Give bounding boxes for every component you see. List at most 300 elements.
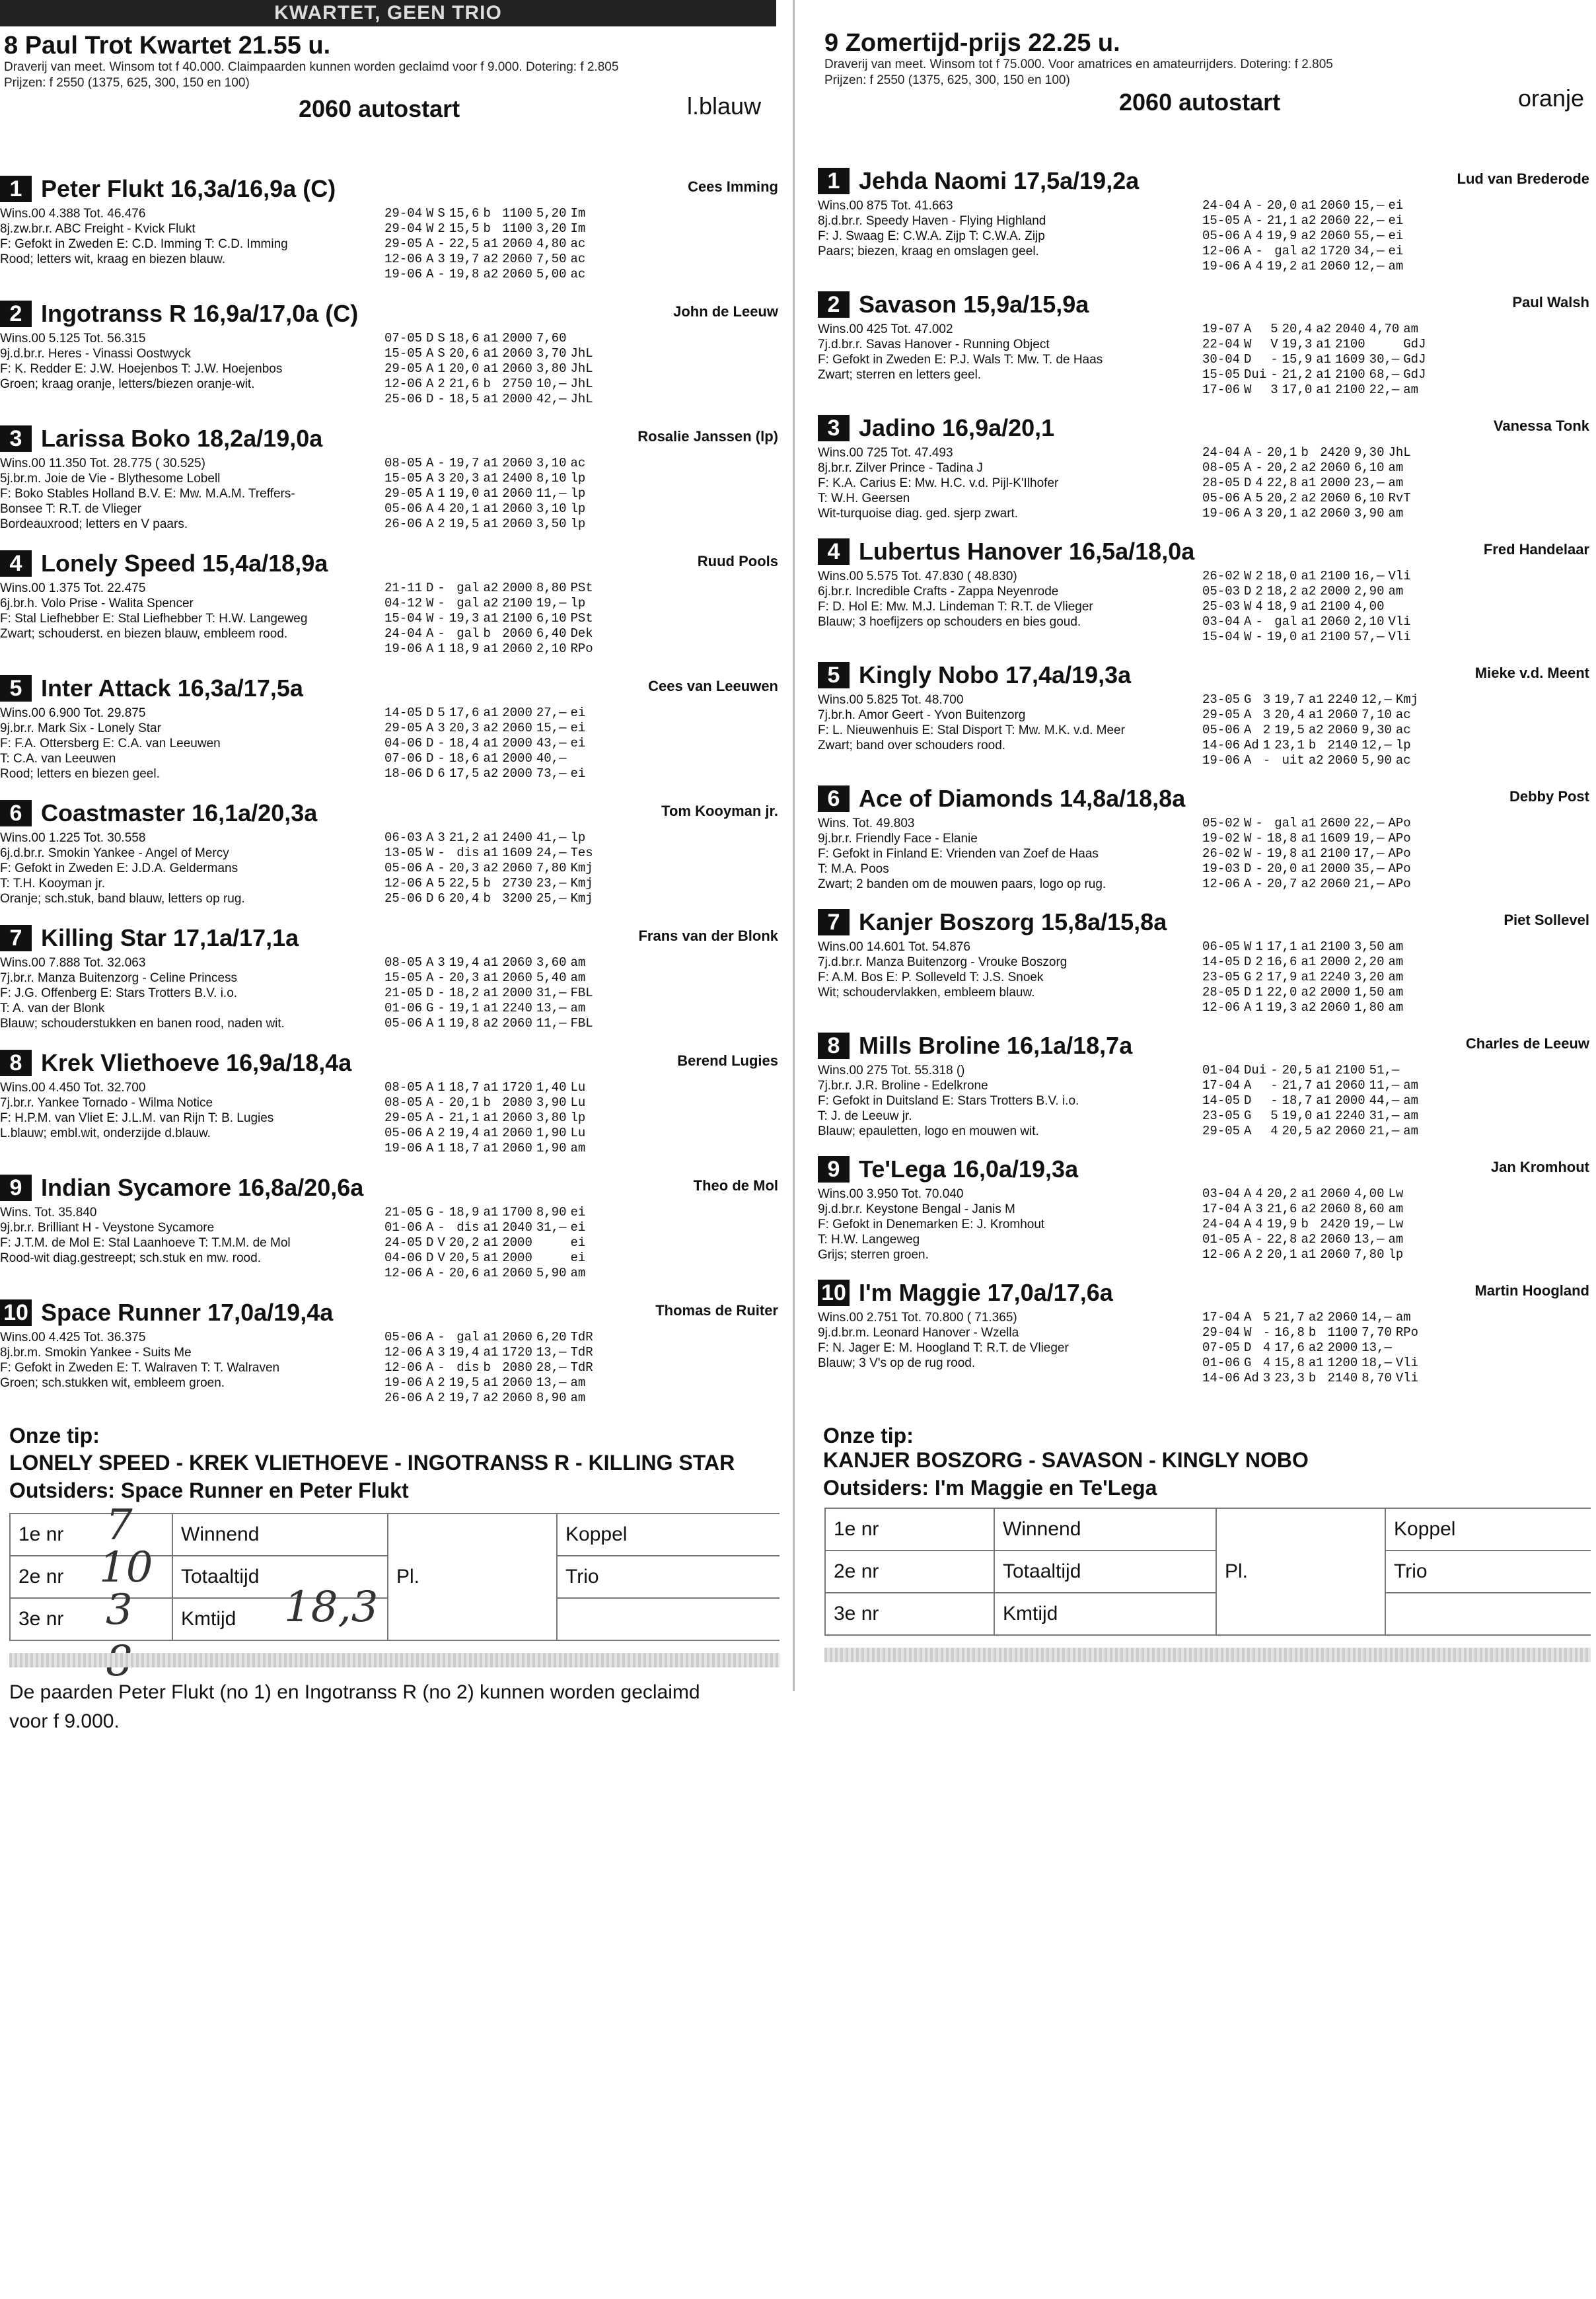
- result-cell: -: [437, 1001, 445, 1015]
- result-cell: 2060: [502, 1266, 532, 1280]
- result-cell: 20,1: [1266, 445, 1297, 460]
- result-cell: 2,20: [1354, 955, 1385, 969]
- result-cell: JhL: [570, 361, 593, 376]
- result-cell: 5,40: [536, 970, 567, 985]
- result-cell: W: [1244, 939, 1252, 954]
- result-cell: 17,6: [449, 706, 480, 720]
- grid-second: 2e nr: [10, 1556, 172, 1598]
- horse-name: Jehda Naomi 17,5a/19,2a: [859, 167, 1140, 194]
- result-cell: 21,6: [449, 377, 480, 391]
- result-cell: W: [1244, 831, 1252, 846]
- horse-info-line: 6j.d.br.r. Smokin Yankee - Angel of Mercy: [0, 846, 229, 860]
- result-cell: A: [426, 876, 434, 891]
- horse-name: Ingotranss R 16,9a/17,0a (C): [41, 300, 359, 327]
- result-cell: gal: [456, 581, 480, 595]
- result-cell: a1: [483, 830, 499, 845]
- result-cell: a2: [1316, 1124, 1332, 1138]
- result-cell: 1720: [1320, 244, 1350, 258]
- horse-results-table: [384, 206, 589, 282]
- result-row: [384, 751, 589, 766]
- result-cell: 31,—: [536, 986, 567, 1000]
- result-cell: 6,10: [1354, 460, 1385, 475]
- grid-winnend: Winnend: [994, 1508, 1216, 1551]
- grid-winnend: Winnend: [172, 1514, 388, 1556]
- result-cell: -: [437, 456, 445, 470]
- result-cell: FBL: [570, 986, 593, 1000]
- result-cell: A: [1244, 614, 1252, 629]
- horse-info-line: Wins.00 6.900 Tot. 29.875: [0, 706, 146, 720]
- horse-info-line: Wins.00 4.425 Tot. 36.375: [0, 1331, 146, 1344]
- result-row: [384, 1016, 597, 1031]
- result-cell: 29-05: [1202, 1124, 1241, 1138]
- result-cell: TdR: [570, 1360, 593, 1375]
- result-cell: 2400: [502, 471, 532, 486]
- result-cell: -: [1255, 445, 1263, 460]
- result-cell: 5: [1255, 491, 1263, 505]
- result-cell: 1,80: [1354, 1000, 1385, 1015]
- result-row: [1202, 1325, 1422, 1340]
- horse-results-table: [1202, 816, 1415, 892]
- horse-results-table: [384, 830, 597, 906]
- result-cell: a1: [483, 1266, 499, 1280]
- result-cell: 19,9: [1266, 1217, 1297, 1231]
- result-row: [384, 377, 597, 392]
- horse-number-badge: 8: [818, 1033, 850, 1059]
- result-cell: 51,—: [1369, 1063, 1400, 1077]
- result-cell: W: [1244, 630, 1252, 644]
- result-cell: a2: [1301, 229, 1317, 243]
- result-cell: 13,—: [1361, 1340, 1392, 1355]
- result-cell: 2100: [1335, 1063, 1365, 1077]
- result-cell: a2: [483, 861, 499, 875]
- result-cell: 2240: [1320, 970, 1350, 984]
- grid-first: 1e nr: [825, 1508, 994, 1551]
- horse-number-badge: 7: [0, 925, 32, 951]
- result-row: [1202, 599, 1415, 614]
- result-cell: 17,0: [1282, 383, 1313, 397]
- result-cell: 3: [437, 721, 445, 735]
- result-cell: W: [1244, 337, 1252, 351]
- result-cell: 2060: [502, 641, 532, 656]
- horse-results-table: [1202, 1310, 1422, 1386]
- result-cell: a1: [1301, 259, 1317, 274]
- result-cell: 17,9: [1266, 970, 1297, 984]
- horse-info: [0, 1205, 377, 1266]
- result-cell: JhL: [570, 346, 593, 361]
- horse-info: [818, 1310, 1194, 1371]
- horse-info-line: Groen; kraag oranje, letters/biezen oranje-wit.: [0, 377, 255, 391]
- result-cell: am: [1388, 584, 1404, 599]
- result-cell: V: [437, 1251, 445, 1265]
- result-cell: RvT: [1388, 491, 1411, 505]
- result-row: [384, 267, 589, 282]
- horse-number-badge: 1: [818, 168, 850, 194]
- result-cell: am: [1403, 1093, 1419, 1108]
- result-cell: a1: [1301, 599, 1317, 614]
- result-row: [384, 237, 589, 252]
- result-cell: a2: [1308, 753, 1324, 768]
- result-row: [384, 721, 589, 736]
- result-cell: A: [426, 626, 434, 641]
- result-cell: 19-06: [384, 641, 423, 656]
- result-cell: 31,—: [1369, 1109, 1400, 1123]
- result-cell: 4,70: [1369, 322, 1400, 336]
- result-cell: 15-05: [384, 346, 423, 361]
- result-cell: 1: [437, 1016, 445, 1031]
- result-row: [384, 1375, 597, 1391]
- horse-name: I'm Maggie 17,0a/17,6a: [859, 1279, 1113, 1306]
- result-cell: D: [426, 891, 434, 906]
- horse-info-line: F: Gefokt in Zweden E: T. Walraven T: T. Walraven: [0, 1361, 280, 1375]
- result-cell: -: [437, 1205, 445, 1220]
- result-cell: 21-05: [384, 986, 423, 1000]
- result-cell: W: [1244, 569, 1252, 583]
- result-cell: 29-04: [384, 206, 423, 221]
- horse-info-line: 8j.d.br.r. Speedy Haven - Flying Highland: [818, 214, 1046, 228]
- result-cell: 21-05: [384, 1205, 423, 1220]
- result-cell: b: [1301, 445, 1309, 460]
- result-cell: 21,1: [449, 1111, 480, 1125]
- result-row: [1202, 723, 1422, 738]
- result-cell: 19-06: [384, 1375, 423, 1390]
- result-cell: A: [426, 456, 434, 470]
- result-cell: Lw: [1388, 1217, 1404, 1231]
- horse-info-line: Zwart; schouderst. en biezen blauw, embleem rood.: [0, 627, 288, 641]
- result-cell: 4: [437, 501, 445, 516]
- result-cell: APo: [1388, 846, 1411, 861]
- result-cell: a1: [483, 611, 499, 626]
- result-cell: 18,0: [1266, 569, 1297, 583]
- result-cell: -: [1270, 1078, 1278, 1093]
- result-cell: A: [1244, 213, 1252, 228]
- result-row: [1202, 337, 1430, 352]
- result-cell: -: [1255, 846, 1263, 861]
- result-cell: a1: [483, 1126, 499, 1140]
- tip-line: LONELY SPEED - KREK VLIETHOEVE - INGOTRANSS R - KILLING STAR: [9, 1451, 735, 1475]
- result-row: [384, 626, 597, 641]
- result-cell: 2: [437, 221, 445, 236]
- result-cell: D: [1244, 352, 1252, 367]
- horse-results-table: [1202, 322, 1430, 398]
- result-cell: A: [426, 1360, 434, 1375]
- outsiders-line: Outsiders: Space Runner en Peter Flukt: [9, 1478, 409, 1502]
- horse-header: [0, 674, 303, 703]
- horse-info-line: 5j.br.m. Joie de Vie - Blythesome Lobell: [0, 472, 221, 486]
- result-cell: gal: [456, 626, 480, 641]
- result-cell: 01-06: [384, 1220, 423, 1235]
- result-cell: 15,9: [1282, 352, 1313, 367]
- result-cell: a2: [1301, 1000, 1317, 1015]
- result-cell: 16,—: [1354, 569, 1385, 583]
- result-cell: 08-05: [384, 1095, 423, 1110]
- result-cell: -: [1270, 367, 1278, 382]
- result-cell: a1: [1301, 1186, 1317, 1201]
- result-cell: 20,1: [1266, 1247, 1297, 1262]
- result-cell: 16,6: [1266, 955, 1297, 969]
- horse-info-line: Wins.00 5.825 Tot. 48.700: [818, 693, 964, 707]
- result-cell: 1720: [502, 1345, 532, 1360]
- result-row: [1202, 569, 1415, 584]
- horse-info-line: 7j.br.r. Yankee Tornado - Wilma Notice: [0, 1096, 213, 1110]
- bet-grid: [824, 1508, 1591, 1636]
- result-cell: 21,6: [1266, 1202, 1297, 1216]
- result-row: [1202, 1356, 1422, 1371]
- result-cell: 25-03: [1202, 599, 1241, 614]
- result-cell: ac: [570, 267, 586, 281]
- horse-name: Lonely Speed 15,4a/18,9a: [41, 550, 328, 577]
- result-cell: 13,—: [536, 1345, 567, 1360]
- result-row: [1202, 198, 1407, 213]
- result-cell: 4: [1255, 599, 1263, 614]
- horse-name: Kingly Nobo 17,4a/19,3a: [859, 661, 1132, 688]
- result-cell: 4: [1255, 229, 1263, 243]
- result-cell: 2060: [1320, 491, 1350, 505]
- result-cell: 5: [1270, 1109, 1278, 1123]
- result-cell: 2000: [502, 751, 532, 766]
- result-cell: W: [426, 846, 434, 860]
- horse-info: [818, 445, 1194, 521]
- result-cell: 2600: [1320, 816, 1350, 830]
- result-cell: A: [1244, 1000, 1252, 1015]
- result-cell: a2: [1308, 1340, 1324, 1355]
- result-cell: 05-06: [1202, 723, 1241, 737]
- grid-kmtijd: Kmtijd: [172, 1598, 388, 1640]
- result-cell: A: [1244, 506, 1252, 521]
- horse-info-line: 9j.d.br.r. Keystone Bengal - Janis M: [818, 1202, 1015, 1216]
- result-cell: A: [426, 267, 434, 281]
- result-cell: 20,2: [1266, 1186, 1297, 1201]
- result-cell: ac: [1395, 708, 1411, 722]
- result-cell: Dek: [570, 626, 593, 641]
- result-cell: 20,7: [1266, 877, 1297, 891]
- grid-third: 3e nr: [10, 1598, 172, 1640]
- horse-info: [818, 939, 1194, 1000]
- result-cell: 6,20: [536, 1330, 567, 1344]
- result-cell: 2100: [1320, 939, 1350, 954]
- result-cell: -: [437, 392, 445, 406]
- result-cell: [536, 1251, 571, 1266]
- result-cell: 19,3: [1282, 337, 1313, 351]
- horse-driver: Mieke v.d. Meent: [1474, 665, 1589, 681]
- horse-number-badge: 9: [818, 1156, 850, 1183]
- result-cell: -: [1262, 1325, 1271, 1340]
- result-cell: 73,—: [536, 766, 567, 781]
- result-cell: 11,—: [536, 486, 567, 501]
- horse-info-line: Wins.00 5.125 Tot. 56.315: [0, 332, 146, 346]
- result-cell: ac: [570, 456, 586, 470]
- horse-info-line: F: N. Jager E: M. Hoogland T: R.T. de Vlieger: [818, 1341, 1069, 1355]
- result-cell: b: [1308, 1325, 1317, 1340]
- result-cell: a2: [1301, 506, 1317, 521]
- result-row: [1202, 1202, 1407, 1217]
- result-cell: 2080: [502, 1095, 532, 1110]
- result-cell: 2060: [502, 456, 532, 470]
- horse-results-table: [384, 1205, 589, 1281]
- result-cell: 11,—: [536, 1016, 567, 1031]
- result-cell: a2: [483, 1391, 499, 1405]
- horse-driver: Cees Imming: [688, 178, 778, 195]
- result-cell: A: [1244, 198, 1252, 213]
- result-cell: 2060: [1327, 708, 1358, 722]
- horse-results-table: [384, 1080, 589, 1156]
- result-cell: 2100: [1335, 337, 1365, 351]
- horse-name: Coastmaster 16,1a/20,3a: [41, 799, 318, 826]
- result-cell: 18,2: [1266, 584, 1297, 599]
- result-cell: -: [437, 970, 445, 985]
- result-cell: 14-05: [1202, 1093, 1241, 1108]
- result-cell: a1: [483, 751, 499, 766]
- grid-empty: [1385, 1593, 1591, 1635]
- result-cell: 20,6: [449, 346, 480, 361]
- result-cell: -: [1255, 816, 1263, 830]
- result-cell: a2: [1308, 723, 1324, 737]
- result-cell: 06-03: [384, 830, 423, 845]
- result-cell: W: [426, 596, 434, 610]
- handwritten-first: 7: [106, 1501, 133, 1550]
- horse-name: Te'Lega 16,0a/19,3a: [859, 1155, 1079, 1183]
- result-cell: D: [1244, 955, 1252, 969]
- result-cell: 18,6: [449, 751, 480, 766]
- horse-number-badge: 4: [0, 550, 32, 577]
- result-cell: 1: [1262, 738, 1271, 752]
- result-cell: 29-05: [384, 237, 423, 251]
- handwritten-kmtijd: 18,3: [284, 1583, 379, 1632]
- result-cell: 24-04: [1202, 445, 1241, 460]
- result-cell: 07-05: [384, 331, 423, 346]
- result-cell: dis: [456, 1220, 480, 1235]
- result-cell: A: [426, 721, 434, 735]
- horse-driver: Frans van der Blonk: [638, 928, 778, 944]
- result-cell: a1: [483, 331, 499, 346]
- result-cell: G: [426, 1001, 434, 1015]
- result-cell: lp: [570, 471, 586, 486]
- result-cell: 2: [1255, 1247, 1263, 1262]
- result-cell: 18,2: [449, 986, 480, 1000]
- result-cell: 2100: [1320, 630, 1350, 644]
- result-cell: A: [426, 1016, 434, 1031]
- result-cell: 2060: [502, 517, 532, 531]
- race-prizes: Prijzen: f 2550 (1375, 625, 300, 150 en 100): [4, 76, 250, 90]
- result-cell: a1: [483, 1251, 499, 1265]
- horse-header: [0, 799, 317, 828]
- horse-info: [818, 1063, 1194, 1139]
- result-cell: 2060: [502, 501, 532, 516]
- result-cell: a1: [1316, 367, 1332, 382]
- result-cell: W: [1244, 846, 1252, 861]
- horse-info: [0, 1330, 377, 1391]
- result-cell: 22,0: [1266, 985, 1297, 1000]
- result-cell: ei: [570, 1220, 586, 1235]
- horse-number-badge: 3: [818, 415, 850, 441]
- result-cell: a2: [1301, 460, 1317, 475]
- result-cell: 5: [437, 876, 445, 891]
- result-row: [1202, 352, 1430, 367]
- result-cell: 3: [1262, 708, 1271, 722]
- result-row: [384, 641, 597, 657]
- result-cell: 2000: [502, 706, 532, 720]
- result-cell: a1: [483, 736, 499, 750]
- horse-results-table: [1202, 445, 1415, 521]
- result-cell: 19,5: [449, 517, 480, 531]
- result-cell: A: [426, 1220, 434, 1235]
- horse-info-line: 6j.br.h. Volo Prise - Walita Spencer: [0, 597, 194, 610]
- result-cell: 19,0: [449, 486, 480, 501]
- result-cell: gal: [456, 596, 480, 610]
- result-cell: 20,4: [1274, 708, 1305, 722]
- result-cell: -: [437, 626, 445, 641]
- result-cell: a1: [1301, 846, 1317, 861]
- result-cell: 15,8: [1274, 1356, 1305, 1370]
- result-cell: 17-06: [1202, 383, 1241, 397]
- horse-name: Indian Sycamore 16,8a/20,6a: [41, 1174, 364, 1201]
- result-cell: am: [1388, 460, 1404, 475]
- result-cell: 16,8: [1274, 1325, 1305, 1340]
- result-cell: D: [426, 751, 434, 766]
- result-cell: a1: [1301, 630, 1317, 644]
- result-row: [1202, 1093, 1422, 1109]
- result-cell: GdJ: [1403, 352, 1426, 367]
- result-cell: a1: [1316, 352, 1332, 367]
- result-cell: 2060: [502, 1141, 532, 1155]
- result-cell: dis: [456, 1360, 480, 1375]
- result-row: [384, 1141, 589, 1156]
- result-cell: 2060: [502, 1126, 532, 1140]
- horse-results-table: [384, 581, 597, 657]
- result-cell: -: [1255, 861, 1263, 876]
- result-cell: D: [1244, 584, 1252, 599]
- result-cell: Lw: [1388, 1186, 1404, 1201]
- result-cell: 2000: [502, 736, 532, 750]
- result-cell: lp: [570, 830, 586, 845]
- result-cell: W: [1244, 599, 1252, 614]
- result-cell: -: [437, 986, 445, 1000]
- result-cell: 20,3: [449, 471, 480, 486]
- horse-info-line: Oranje; sch.stuk, band blauw, letters op rug.: [0, 892, 245, 906]
- result-cell: A: [1244, 877, 1252, 891]
- result-cell: A: [1244, 259, 1252, 274]
- horse-name: Lubertus Hanover 16,5a/18,0a: [859, 538, 1195, 565]
- horse-info-line: F: Gefokt in Zweden E: P.J. Wals T: Mw. T. de Haas: [818, 353, 1103, 367]
- horse-number-badge: 8: [0, 1050, 32, 1076]
- result-cell: a2: [483, 596, 499, 610]
- result-cell: 18,8: [1266, 831, 1297, 846]
- result-cell: A: [1244, 1232, 1252, 1247]
- result-cell: 01-06: [1202, 1356, 1241, 1370]
- result-row: [1202, 1109, 1422, 1124]
- result-cell: V: [1270, 337, 1278, 351]
- result-cell: -: [437, 861, 445, 875]
- result-cell: G: [1244, 1109, 1252, 1123]
- horse-info: [0, 706, 377, 782]
- horse-driver: Charles de Leeuw: [1465, 1035, 1589, 1052]
- result-row: [384, 346, 597, 361]
- horse-info: [818, 569, 1194, 630]
- result-cell: 1100: [1327, 1325, 1358, 1340]
- result-row: [384, 830, 597, 846]
- result-cell: 2: [1255, 955, 1263, 969]
- horse-driver: Jan Kromhout: [1490, 1159, 1589, 1175]
- result-cell: 22,—: [1354, 213, 1385, 228]
- result-cell: 2,90: [1354, 584, 1385, 599]
- result-cell: D: [1244, 985, 1252, 1000]
- result-cell: 19,—: [1354, 831, 1385, 846]
- horse-header: [0, 1173, 363, 1202]
- result-row: [1202, 1124, 1422, 1139]
- result-cell: 2100: [1320, 569, 1350, 583]
- result-cell: A: [1244, 229, 1252, 243]
- result-row: [384, 876, 597, 891]
- result-cell: 1: [437, 361, 445, 376]
